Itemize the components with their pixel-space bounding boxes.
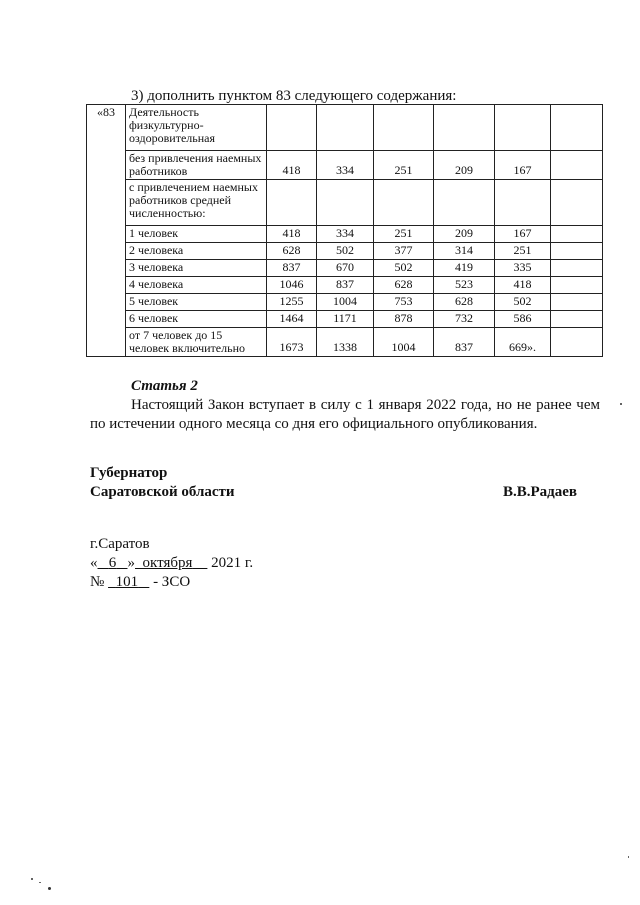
- rate-cell: 209: [434, 151, 495, 180]
- governor-title-line2: Саратовской области: [90, 484, 235, 500]
- table-row: [87, 328, 603, 357]
- table-row: [87, 226, 603, 243]
- article-body: Настоящий Закон вступает в силу с 1 января 2022 года, но не ранее чем по истечении одного месяца со дня его официального опубликования.: [90, 397, 600, 432]
- governor-name: В.В.Радаев: [503, 484, 578, 500]
- date-line: [90, 554, 253, 573]
- city: г.Саратов: [90, 536, 150, 552]
- rate-cell: 1004: [317, 294, 374, 311]
- rate-cell: 753: [374, 294, 434, 311]
- governor-title-line1: Губернатор: [90, 465, 168, 481]
- date-year: 2021 г.: [211, 555, 254, 571]
- rate-cell: 837: [317, 277, 374, 294]
- empty-cell: [551, 311, 603, 328]
- rate-cell: 334: [317, 226, 374, 243]
- table-row: [87, 311, 603, 328]
- scan-speck: [628, 856, 629, 858]
- rate-cell: 418: [495, 277, 551, 294]
- row-label: с привлечением наемных работников средней численностью:: [126, 180, 267, 226]
- empty-cell: [551, 277, 603, 294]
- rate-cell: 377: [374, 243, 434, 260]
- table-row: [87, 277, 603, 294]
- row-label: Деятельность физкультурно-оздоровительная: [126, 105, 267, 151]
- rate-cell: [374, 105, 434, 151]
- rate-cell: 837: [434, 328, 495, 357]
- row-label: 3 человека: [126, 260, 267, 277]
- rate-cell: 418: [267, 151, 317, 180]
- rate-cell: 418: [267, 226, 317, 243]
- empty-cell: [551, 151, 603, 180]
- article-title: Статья 2: [131, 378, 198, 394]
- rate-cell: [434, 105, 495, 151]
- rate-cell: 1464: [267, 311, 317, 328]
- rate-cell: 837: [267, 260, 317, 277]
- empty-cell: [551, 328, 603, 357]
- rate-cell: [495, 105, 551, 151]
- date-month: октября: [142, 555, 193, 571]
- rate-cell: [267, 105, 317, 151]
- rate-cell: 628: [267, 243, 317, 260]
- rate-cell: [317, 105, 374, 151]
- rate-cell: 419: [434, 260, 495, 277]
- row-label: 6 человек: [126, 311, 267, 328]
- row-label: 1 человек: [126, 226, 267, 243]
- intro-text: 3) дополнить пунктом 83 следующего содержания:: [131, 88, 457, 104]
- amendment-table: [86, 104, 603, 357]
- rate-cell: 1171: [317, 311, 374, 328]
- scan-speck: [39, 882, 41, 883]
- table-row: [87, 243, 603, 260]
- row-label: 4 человека: [126, 277, 267, 294]
- rate-cell: 167: [495, 226, 551, 243]
- table-row: [87, 180, 603, 226]
- rate-cell: [267, 180, 317, 226]
- rate-cell: 167: [495, 151, 551, 180]
- rate-cell: [374, 180, 434, 226]
- rate-cell: 502: [495, 294, 551, 311]
- rate-cell: 628: [374, 277, 434, 294]
- rate-cell: 335: [495, 260, 551, 277]
- scan-speck: [620, 403, 622, 405]
- governor-title: [90, 464, 235, 502]
- rate-cell: 669».: [495, 328, 551, 357]
- rate-cell: 878: [374, 311, 434, 328]
- scan-speck: [48, 887, 51, 890]
- empty-cell: [551, 243, 603, 260]
- empty-cell: [551, 260, 603, 277]
- scan-speck: [31, 878, 33, 880]
- empty-cell: [551, 294, 603, 311]
- law-number-line: [90, 573, 253, 592]
- rate-cell: 586: [495, 311, 551, 328]
- table-row: [87, 294, 603, 311]
- rate-cell: 334: [317, 151, 374, 180]
- item-number-cell: «83: [87, 105, 126, 357]
- law-number: 101: [115, 574, 139, 590]
- empty-cell: [551, 226, 603, 243]
- row-label: 2 человека: [126, 243, 267, 260]
- rate-cell: 502: [374, 260, 434, 277]
- row-label: 5 человек: [126, 294, 267, 311]
- rate-cell: 251: [374, 226, 434, 243]
- rate-cell: [495, 180, 551, 226]
- rate-cell: 209: [434, 226, 495, 243]
- rate-cell: 1004: [374, 328, 434, 357]
- rate-cell: [317, 180, 374, 226]
- rate-cell: 628: [434, 294, 495, 311]
- table-row: [87, 260, 603, 277]
- row-label: без привлечения наемных работников: [126, 151, 267, 180]
- rate-cell: 314: [434, 243, 495, 260]
- row-label: от 7 человек до 15 человек включительно: [126, 328, 267, 357]
- date-day: 6: [108, 555, 117, 571]
- rate-cell: 1046: [267, 277, 317, 294]
- rate-cell: 251: [495, 243, 551, 260]
- rate-cell: 523: [434, 277, 495, 294]
- rate-cell: [434, 180, 495, 226]
- date-open-quote: «: [90, 555, 98, 571]
- empty-cell: [551, 180, 603, 226]
- rate-cell: 732: [434, 311, 495, 328]
- rate-cell: 1338: [317, 328, 374, 357]
- rate-cell: 251: [374, 151, 434, 180]
- rate-cell: 502: [317, 243, 374, 260]
- rate-cell: 670: [317, 260, 374, 277]
- table-row: [87, 151, 603, 180]
- empty-cell: [551, 105, 603, 151]
- rate-cell: 1673: [267, 328, 317, 357]
- date-close-quote: »: [127, 555, 135, 571]
- number-prefix: №: [90, 574, 105, 590]
- table-row: [87, 105, 603, 151]
- place-and-date: [90, 535, 253, 592]
- number-suffix: - ЗСО: [153, 574, 191, 590]
- rate-cell: 1255: [267, 294, 317, 311]
